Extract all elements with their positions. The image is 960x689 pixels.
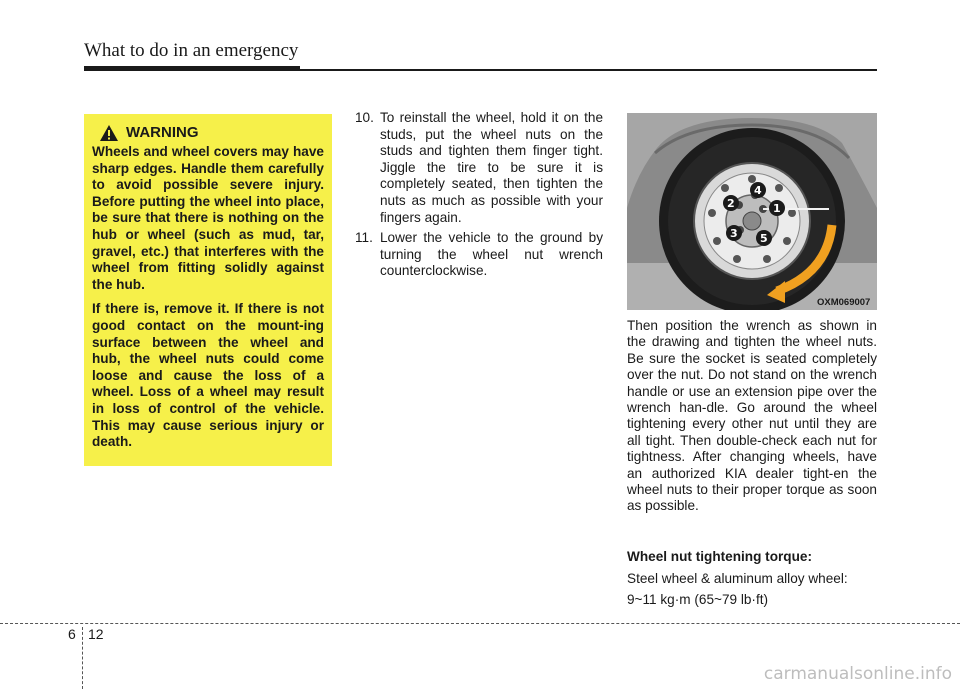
watermark: carmanualsonline.info: [763, 664, 952, 684]
page-number: 12: [88, 626, 104, 642]
wheel-drawing: [627, 113, 877, 310]
warning-box: [84, 114, 332, 466]
torque-heading: Wheel nut tightening torque:: [627, 549, 812, 564]
warning-triangle-icon: [100, 125, 118, 141]
warning-title: WARNING: [126, 124, 199, 141]
warning-header: [100, 124, 324, 141]
nut-label: 3: [730, 227, 738, 240]
figure-code: OXM069007: [817, 297, 871, 308]
footer-divider: [82, 627, 83, 689]
nut-label: 4: [754, 184, 762, 197]
nut-label: 5: [760, 232, 768, 245]
step-item: [355, 230, 603, 280]
nut-label: 1: [773, 202, 781, 215]
warning-paragraph: Wheels and wheel covers may have sharp edges. Handle them carefully to avoid possible severe injury. Before putting the wheel into place, be sure that there is nothing on the hub or wheel (such as mud, tar, gravel, etc.) that interferes with the wheel from fitting solidly against the hub.: [92, 144, 324, 292]
instruction-steps: [355, 110, 603, 284]
wheel-illustration: [627, 113, 877, 310]
step-item: [355, 110, 603, 226]
warning-paragraph: If there is, remove it. If there is not good contact on the mount-ing surface between the wheel and hub, the wheel nuts could come loose and cause the loss of a wheel. Loss of a wheel may result in loss of control of the vehicle. This may cause serious injury or death.: [92, 301, 324, 450]
step-text: Lower the vehicle to the ground by turning the wheel nut wrench counterclockwise.: [380, 230, 603, 279]
step-number: 11.: [355, 230, 373, 246]
body-paragraph: Then position the wrench as shown in the drawing and tighten the wheel nuts. Be sure the socket is seated completely over the nut. Do not stand on the wrench handle or use an extension pipe over the wrench han-dle. Go around the wheel tightening every other nut until they are all tight. Then double-check each nut for tightness. After changing wheels, have an authorized KIA dealer tight-en the wheel nuts to their proper torque as soon as possible.: [627, 318, 877, 514]
torque-line: Steel wheel & aluminum alloy wheel:: [627, 571, 848, 586]
chapter-number: 6: [68, 626, 76, 642]
header-rule: [84, 69, 877, 71]
section-title: What to do in an emergency: [84, 40, 299, 61]
footer-rule: [0, 623, 960, 624]
step-number: 10.: [355, 110, 374, 125]
nut-label: 2: [727, 197, 735, 210]
step-text: To reinstall the wheel, hold it on the studs, put the wheel nuts on the studs and tighten them finger tight. Jiggle the tire to be sure it is completely seated, then tighten the nuts as much as possible with your fingers again.: [380, 110, 603, 225]
torque-value: 9~11 kg·m (65~79 lb·ft): [627, 592, 769, 607]
